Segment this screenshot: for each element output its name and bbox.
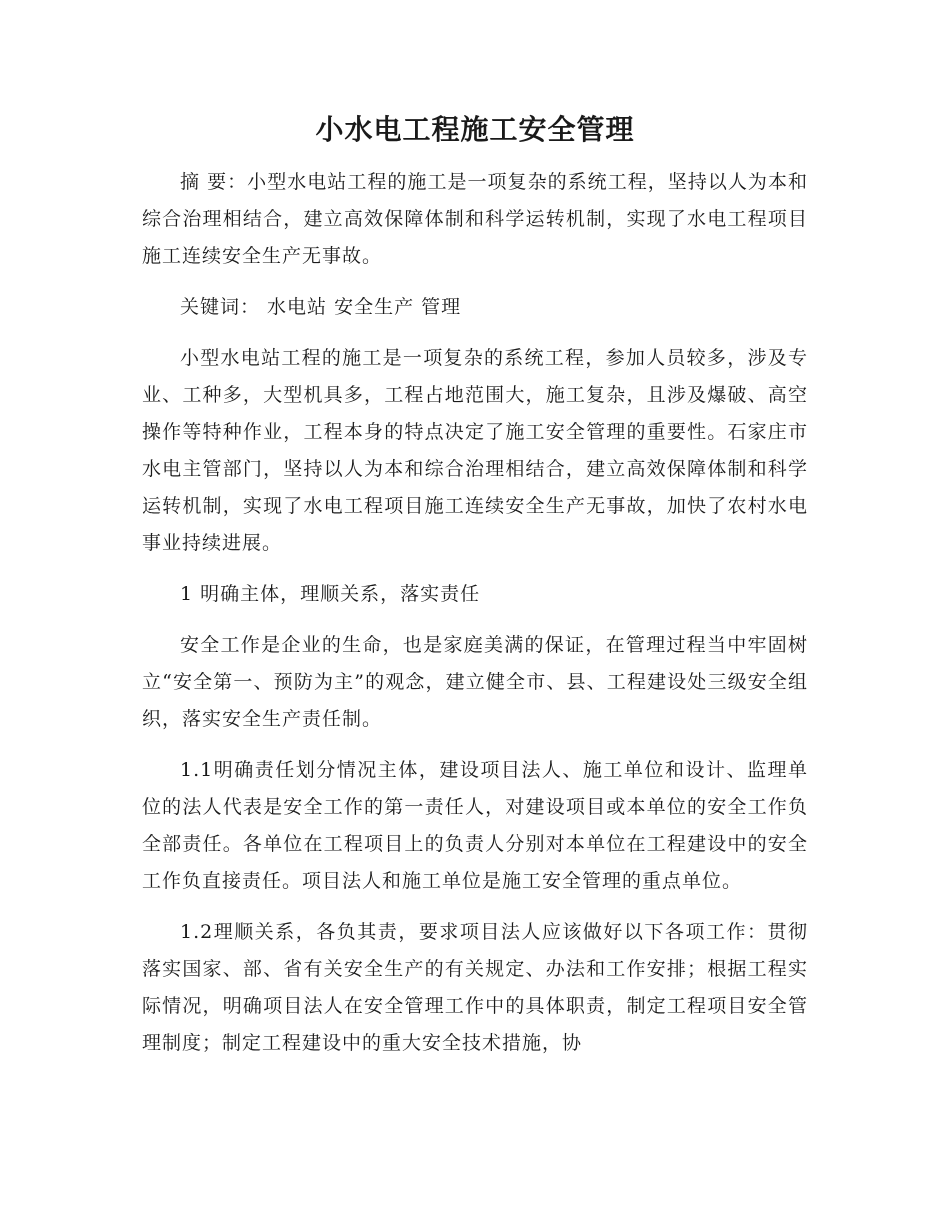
body-paragraph: 安全工作是企业的生命，也是家庭美满的保证，在管理过程当中牢固树立“安全第一、预防为主”的观念，建立健全市、县、工程建设处三级安全组织，落实安全生产责任制。 xyxy=(142,634,808,730)
body-paragraph: 1.2理顺关系，各负其责，要求项目法人应该做好以下各项工作：贯彻落实国家、部、省有关安全生产的有关规定、办法和工作安排；根据工程实际情况，明确项目法人在安全管理工作中的具体职责，制定工程项目安全管理制度；制定工程建设中的重大安全技术措施，协 xyxy=(142,921,808,1054)
document-title: 小水电工程施工安全管理 xyxy=(315,113,635,146)
body-paragraph: 小型水电站工程的施工是一项复杂的系统工程，参加人员较多，涉及专业、工种多，大型机具多，工程占地范围大，施工复杂，且涉及爆破、高空操作等特种作业，工程本身的特点决定了施工安全管理的重要性。石家庄市水电主管部门，坚持以人为本和综合治理相结合，建立高效保障体制和科学运转机制，实现了水电工程项目施工连续安全生产无事故，加快了农村水电事业持续进展。 xyxy=(142,347,808,554)
section-heading: 1 明确主体，理顺关系，落实责任 xyxy=(180,583,481,605)
abstract-paragraph: 摘 要：小型水电站工程的施工是一项复杂的系统工程，坚持以人为本和综合治理相结合，建立高效保障体制和科学运转机制，实现了水电工程项目施工连续安全生产无事故。 xyxy=(142,171,808,267)
keywords-paragraph: 关键词： 水电站 安全生产 管理 xyxy=(180,296,462,318)
body-paragraph: 1.1明确责任划分情况主体，建设项目法人、施工单位和设计、监理单位的法人代表是安全工作的第一责任人，对建设项目或本单位的安全工作负全部责任。各单位在工程项目上的负责人分别对本单位在工程建设中的安全工作负直接责任。项目法人和施工单位是施工安全管理的重点单位。 xyxy=(142,759,808,892)
